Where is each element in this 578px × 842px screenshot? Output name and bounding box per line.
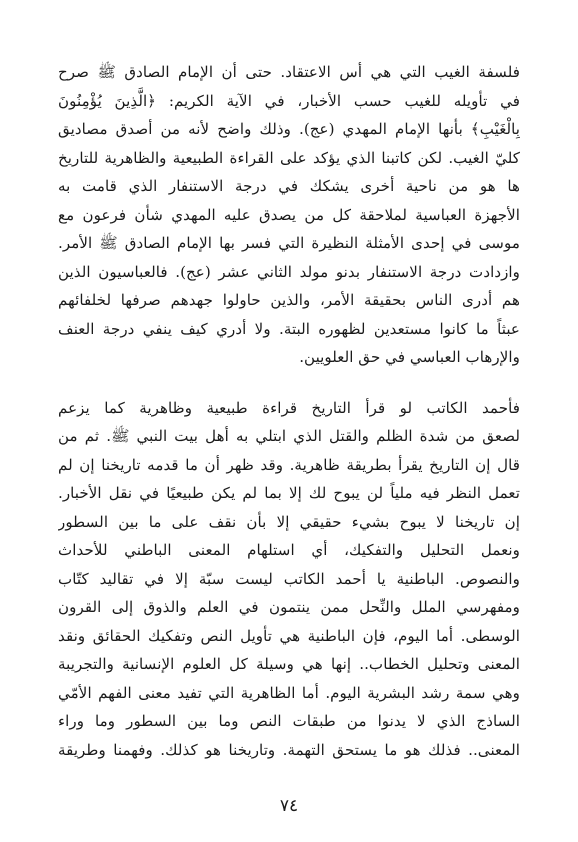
text-line: بِالْغَيْبِ﴾ بأنها الإمام المهدي (عج). وذلك واضح لأنه من أصدق مصاديق: [58, 120, 520, 138]
text-line: المعنى وتحليل الخطاب.. إنها هي وسيلة كل العلوم الإنسانية والتجريبة: [58, 655, 520, 673]
text-line: فأحمد الكاتب لو قرأ التاريخ قراءة طبيعية وظاهرية كما يزعم: [58, 398, 520, 417]
text-line: المعنى.. فذلك هو ما يستحق التهمة. وتاريخنا هو كذلك. وفهمنا وطريقة: [58, 740, 520, 759]
text-line: ها هو من ناحية أخرى يشكك في درجة الاستنفار الذي قامت به: [58, 177, 520, 195]
text-line: ونعمل التحليل والتفكيك، أي استلهام المعنى الباطني للأحداث: [58, 541, 520, 559]
text-line: الساذج الذي لا يدنوا من طبقات النص وما بين السطور وما وراء: [58, 712, 520, 730]
page-number: ٧٤: [279, 796, 299, 816]
paragraph-2: [58, 394, 520, 765]
paragraph-1: [58, 58, 520, 372]
text-line: في تأويله للغيب حسب الأخبار، في الآية الكريم: ﴿الَّذِينَ يُؤْمِنُونَ: [58, 91, 520, 110]
text-line: والإرهاب العباسي في حق العلويين.: [299, 348, 520, 366]
text-line: وازدادت درجة الاستنفار بدنو مولد الثاني عشر (عج). فالعباسيون الذين: [58, 262, 520, 281]
text-line: الوسطى. أما اليوم، فإن الباطنية هي تأويل النص وتفكيك الحقائق ونقد: [58, 626, 520, 645]
text-line: لصعق من شدة الظلم والقتل الذي ابتلي به أهل بيت النبي ﷺ. ثم من: [58, 427, 520, 445]
text-line: هم أدرى الناس بحقيقة الأمر، والذين حاولوا جهدهم صرفها لخلفائهم: [58, 291, 520, 309]
text-line: كليّ الغيب. لكن كاتبنا الذي يؤكد على القراءة الطبيعية والظاهرية للتاريخ: [58, 148, 520, 167]
text-line: الأجهزة العباسية لملاحقة كل من يصدق عليه المهدي شأن فرعون مع: [58, 205, 520, 224]
page-body: [58, 58, 520, 764]
text-line: تعمل النظر فيه ملياً لن يبوح لك إلا بما لم يكن طبيعيًا في نقل الأخبار.: [58, 484, 520, 502]
text-line: وهي سمة رشد البشرية اليوم. أما الظاهرية التي تفيد معنى الفهم الأمّي: [58, 683, 520, 702]
text-line: قال إن التاريخ يقرأ بطريقة ظاهرية. وقد ظهر أن ما قدمه تاريخنا إن لم: [58, 455, 520, 474]
text-line: عبثاً ما كانوا مستعدين لظهوره البتة. ولا أدري كيف ينفي درجة العنف: [58, 319, 520, 338]
text-line: ومفهرسي الملل والنِّحل ممن ينتمون في العلم والذوق إلى القرون: [58, 598, 520, 616]
text-line: موسى في إحدى الأمثلة النظيرة التي فسر بها الإمام الصادق ﷺ الأمر.: [58, 234, 520, 252]
text-line: فلسفة الغيب التي هي أس الاعتقاد. حتى أن الإمام الصادق ﷺ صرح: [58, 63, 520, 81]
text-line: والنصوص. الباطنية يا أحمد الكاتب ليست سبّة إلا في تقاليد كتّاب: [58, 569, 520, 588]
paragraph-spacer: [58, 372, 520, 394]
text-line: إن تاريخنا لا يبوح بشيء حقيقي إلا بأن نقف على ما بين السطور: [58, 512, 520, 531]
